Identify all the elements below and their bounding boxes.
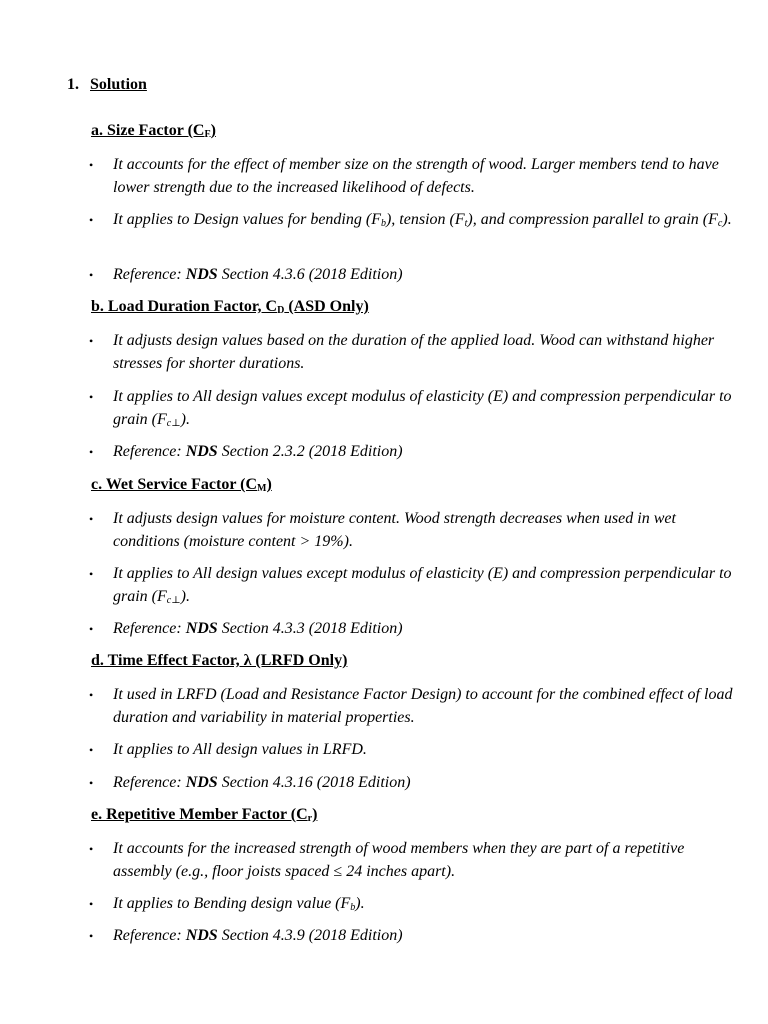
list-item: It accounts for the increased strength of wood members when they are part of a repetitive assembly (e.g., floor joists spaced ≤ 24 inches apart).: [113, 840, 685, 880]
list-item: It applies to All design values in LRFD.: [113, 741, 367, 758]
bullet: •: [89, 776, 94, 790]
section-heading-e: e. Repetitive Member Factor $(C_r)$: [91, 806, 318, 824]
section-heading-c: c. Wet Service Factor $(C_M)$: [91, 476, 272, 494]
list-item: It applies to All design values except modulus of elasticity (E) and compression perpendicular to grain $(F_{c\perp})$.: [113, 388, 732, 429]
list-item: It adjusts design values based on the duration of the applied load. Wood can withstand higher stresses for shorter durations.: [113, 332, 715, 372]
bullet: •: [89, 158, 94, 172]
list-item: It accounts for the effect of member size on the strength of wood. Larger members tend to have lower strength due to the increased likelihood of defects.: [113, 156, 719, 196]
bullet: •: [89, 334, 94, 348]
reference-item: Reference: NDS Section 4.3.16 (2018 Edition): [113, 774, 411, 791]
list-item: It applies to Design values for bending $(F_b)$, tension $(F_t)$, and compression parallel to grain $(F_c)$.: [113, 211, 732, 229]
section-heading-b: b. Load Duration Factor, $C_D$ (ASD Only): [91, 298, 369, 316]
bullet: •: [89, 268, 94, 282]
bullet: •: [89, 622, 94, 636]
section-heading-d: d. Time Effect Factor, λ (LRFD Only): [91, 652, 348, 669]
bullet: •: [89, 213, 94, 227]
bullet: •: [89, 390, 94, 404]
reference-item: Reference: NDS Section 4.3.3 (2018 Edition): [113, 620, 403, 637]
list-item: It applies to Bending design value $(F_b)$.: [113, 895, 365, 913]
bullet: •: [89, 445, 94, 459]
bullet: •: [89, 688, 94, 702]
bullet: •: [89, 512, 94, 526]
solution-heading: [67, 76, 147, 94]
bullet: •: [89, 567, 94, 581]
bullet: •: [89, 897, 94, 911]
list-item: It used in LRFD (Load and Resistance Factor Design) to account for the combined effect of load duration and variability in material properties.: [113, 686, 733, 726]
section-heading-a: a. Size Factor $(C_F)$: [91, 122, 216, 140]
reference-item: Reference: NDS Section 4.3.9 (2018 Edition): [113, 927, 403, 944]
solution-number: 1.: [67, 76, 79, 93]
list-item: It applies to All design values except modulus of elasticity (E) and compression perpendicular to grain $(F_{c\perp})$.: [113, 565, 732, 606]
list-item: It adjusts design values for moisture content. Wood strength decreases when used in wet conditions (moisture content > 19%).: [113, 510, 676, 550]
bullet: •: [89, 743, 94, 757]
solution-label: Solution: [90, 76, 147, 93]
bullet: •: [89, 842, 94, 856]
bullet: •: [89, 929, 94, 943]
reference-item: Reference: NDS Section 4.3.6 (2018 Edition): [113, 266, 403, 283]
reference-item: Reference: NDS Section 2.3.2 (2018 Edition): [113, 443, 403, 460]
